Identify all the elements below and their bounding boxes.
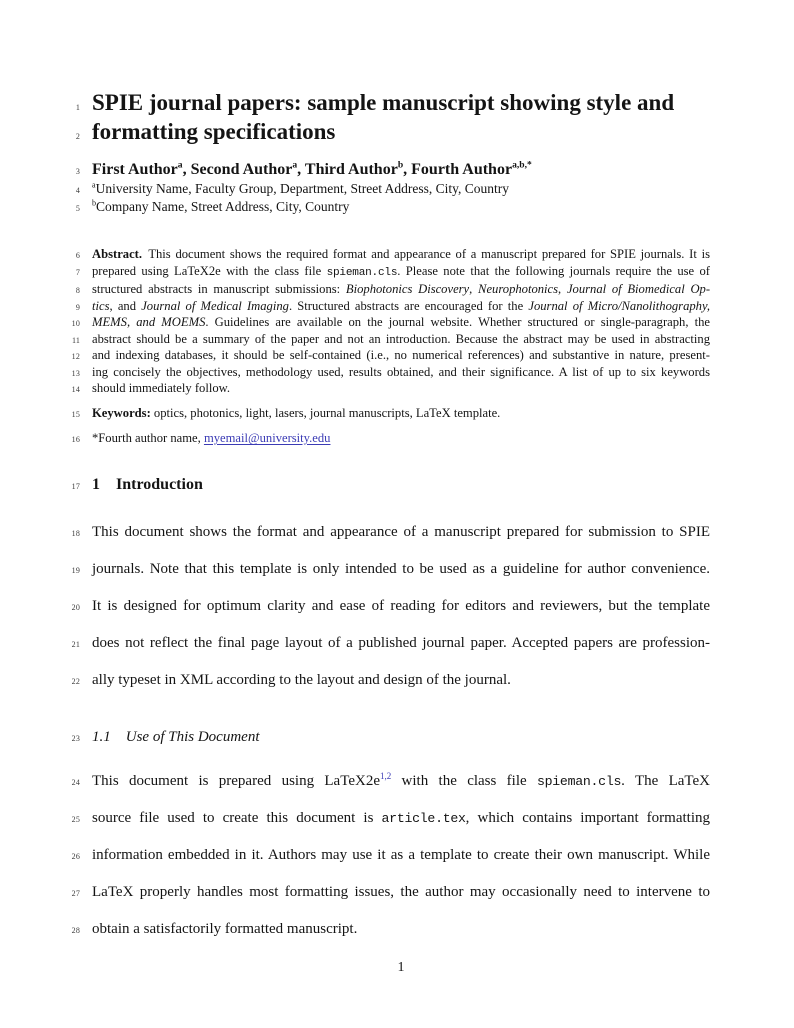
- page-footer: [0, 960, 794, 976]
- line-content: [92, 180, 710, 198]
- text-segment: . Please note that the following journals require the use of: [397, 263, 710, 278]
- line-number: 21: [71, 640, 80, 649]
- text-line: [0, 874, 794, 911]
- text-line: [0, 180, 794, 198]
- line-number: 10: [71, 319, 80, 328]
- line-number: 15: [71, 409, 80, 419]
- text-segment: ,: [297, 161, 305, 178]
- line-content: [92, 837, 710, 874]
- authors-line: [0, 160, 794, 180]
- text-segment: optics, photonics, light, lasers, journal manuscripts, LaTeX template.: [150, 405, 501, 420]
- line-number: 12: [71, 352, 80, 361]
- line-number: 4: [75, 186, 80, 195]
- line-content: [92, 263, 710, 282]
- line-content: [92, 298, 710, 315]
- text-segment: Neurophotonics: [478, 282, 559, 296]
- line-content: [92, 763, 710, 800]
- line-content: [92, 331, 710, 348]
- line-content: [92, 475, 710, 495]
- text-segment: This document shows the format and appearance of a manuscript prepared for submission to SPIE: [92, 524, 710, 540]
- line-number: 20: [71, 603, 80, 612]
- text-segment: a: [92, 180, 96, 190]
- introduction-paragraph: [0, 514, 794, 699]
- line-number: 14: [71, 385, 80, 394]
- line-content: [92, 246, 710, 263]
- text-segment: does not reflect the final page layout of a published journal paper. Accepted papers are profession-: [92, 635, 710, 651]
- line-content: [92, 874, 710, 911]
- text-segment: source file used to create this document is: [92, 810, 382, 826]
- line-number: 22: [71, 677, 80, 686]
- line-number: 1: [75, 103, 80, 112]
- line-number: 3: [75, 167, 80, 176]
- text-line: [0, 800, 794, 837]
- line-number: 2: [75, 132, 80, 141]
- line-content: [92, 727, 710, 747]
- text-line: [0, 911, 794, 948]
- text-segment: information embedded in it. Authors may use it as a template to create their own manuscript. While: [92, 847, 710, 863]
- text-segment: tics: [92, 298, 110, 313]
- text-segment: Fourth Author: [411, 161, 513, 178]
- text-line: [0, 763, 794, 800]
- line-content: [92, 800, 710, 837]
- abstract: [0, 246, 794, 397]
- text-segment: . Structured abstracts are encouraged for the: [288, 298, 529, 313]
- line-number: 11: [71, 335, 80, 345]
- line-content: [92, 430, 710, 447]
- text-line: [0, 405, 794, 422]
- line-content: [92, 198, 710, 216]
- line-number: 13: [71, 368, 80, 378]
- text-line: [0, 281, 794, 298]
- text-line: [0, 88, 794, 117]
- line-number: 16: [71, 435, 80, 444]
- line-number: 6: [75, 251, 80, 260]
- text-segment: b: [92, 198, 97, 208]
- text-segment: Third Author: [304, 161, 398, 178]
- text-line: [0, 314, 794, 331]
- text-segment: Second Author: [190, 161, 293, 178]
- use-of-document-paragraph: [0, 763, 794, 948]
- text-line: [0, 364, 794, 381]
- text-segment: a: [292, 159, 298, 171]
- text-segment: spieman.cls: [536, 774, 622, 789]
- text-line: [0, 662, 794, 699]
- text-segment: ,: [469, 282, 479, 296]
- line-number: 8: [75, 286, 80, 295]
- text-line: [0, 837, 794, 874]
- text-line: [0, 727, 794, 747]
- paper-title: [0, 88, 794, 146]
- line-number: 27: [71, 889, 80, 898]
- text-segment: SPIE journal papers: sample manuscript showing style and: [92, 90, 675, 115]
- text-segment: obtain a satisfactorily formatted manuscript.: [92, 921, 358, 937]
- line-content: [92, 88, 710, 117]
- text-segment: LaTeX properly handles most formatting issues, the author may occasionally need to intervene to: [92, 884, 710, 900]
- line-content: [92, 364, 710, 381]
- text-line: [0, 475, 794, 495]
- line-number: 5: [75, 204, 80, 213]
- line-content: [92, 160, 710, 180]
- affiliations: [0, 180, 794, 216]
- text-line: [0, 625, 794, 662]
- text-line: [0, 160, 794, 180]
- citation-link[interactable]: 1,2: [379, 771, 392, 781]
- line-content: [92, 625, 710, 662]
- text-segment: Journal of Medical Imaging: [141, 298, 289, 313]
- text-line: [0, 551, 794, 588]
- text-segment: Biophotonics Discovery: [345, 282, 470, 296]
- line-content: [92, 662, 710, 699]
- author-list: [0, 160, 794, 216]
- line-number: 25: [71, 815, 80, 824]
- text-segment: This document shows the required format and appearance of a manuscript prepared for SPIE journals. It is: [142, 247, 710, 261]
- text-segment: b: [397, 159, 404, 171]
- text-line: [0, 263, 794, 282]
- text-segment: and indexing databases, it should be self-contained (i.e., no numerical references) and substantive in nature, present-: [92, 348, 710, 362]
- text-line: [0, 246, 794, 263]
- text-segment: Journal of Biomedical Op-: [566, 282, 711, 296]
- line-number: 18: [71, 529, 80, 538]
- text-line: [0, 117, 794, 146]
- text-segment: ,: [558, 282, 567, 296]
- text-line: [0, 198, 794, 216]
- keywords: [0, 405, 794, 422]
- text-line: [0, 380, 794, 397]
- line-content: [92, 281, 710, 298]
- text-line: [0, 514, 794, 551]
- text-segment: Journal of Micro/Nanolithography,: [528, 298, 711, 313]
- text-segment: It is designed for optimum clarity and ease of reading for editors and reviewers, but the template: [92, 598, 710, 614]
- page-number: 1: [397, 960, 405, 975]
- text-segment: spieman.cls: [326, 266, 398, 279]
- line-number: 19: [71, 566, 80, 575]
- line-number: 23: [71, 734, 80, 743]
- line-content: [92, 588, 710, 625]
- text-line: [0, 347, 794, 364]
- text-segment: , and: [109, 298, 142, 313]
- line-number: 26: [71, 852, 80, 861]
- text-segment: Abstract.: [92, 247, 143, 261]
- text-segment: abstract should be a summary of the paper and not an introduction. Because the abstract may be used in abstracting: [92, 331, 710, 346]
- text-segment: Keywords:: [92, 405, 151, 420]
- text-segment: Company Name, Street Address, City, Country: [96, 199, 350, 214]
- text-segment: ,: [182, 161, 191, 178]
- line-content: [92, 514, 710, 551]
- subsection-heading-use-of-this-document: [0, 727, 794, 747]
- line-number: 28: [71, 926, 80, 935]
- text-segment: journals. Note that this template is only intended to be used as a guideline for author convenience.: [92, 561, 710, 577]
- text-segment: *Fourth author name,: [92, 431, 204, 445]
- text-segment: 1 Introduction: [92, 476, 203, 493]
- text-segment: 1.1 Use of This Document: [92, 729, 260, 745]
- text-line: [0, 331, 794, 348]
- text-segment: ally typeset in XML according to the layout and design of the journal.: [92, 672, 511, 688]
- line-content: [92, 347, 710, 364]
- text-segment: , which contains important formatting: [465, 810, 710, 826]
- text-segment: article.tex: [381, 811, 466, 826]
- line-number: 24: [71, 778, 80, 787]
- line-content: [92, 911, 710, 948]
- text-line: [0, 588, 794, 625]
- text-segment: prepared using LaTeX2e with the class file: [92, 263, 327, 278]
- line-content: [92, 314, 710, 331]
- text-segment: a,b,*: [512, 159, 532, 171]
- author-note: [0, 430, 794, 447]
- text-segment: University Name, Faculty Group, Department, Street Address, City, Country: [95, 181, 510, 196]
- text-line: [0, 298, 794, 315]
- text-segment: This document is prepared using LaTeX2e: [92, 773, 380, 789]
- email-link[interactable]: myemail@university.edu: [203, 431, 331, 445]
- text-segment: ing concisely the objectives, methodology used, results obtained, and their significance. A list of up to six keywords: [92, 364, 710, 379]
- text-segment: ,: [403, 161, 412, 178]
- line-number: 17: [71, 482, 80, 491]
- text-segment: structured abstracts in manuscript submissions:: [92, 282, 346, 296]
- text-line: [0, 430, 794, 447]
- line-number: 7: [75, 267, 80, 277]
- text-segment: with the class file: [391, 773, 537, 789]
- text-segment: . Guidelines are available on the journal website. Whether structured or single-paragraph, the: [205, 315, 711, 329]
- line-content: [92, 405, 710, 422]
- text-segment: a: [177, 159, 183, 171]
- line-number: 9: [75, 302, 80, 312]
- line-content: [92, 380, 710, 397]
- section-heading-introduction: [0, 475, 794, 495]
- line-content: [92, 551, 710, 588]
- text-segment: formatting specifications: [92, 119, 336, 144]
- line-content: [92, 117, 710, 146]
- text-segment: . The LaTeX: [621, 773, 711, 789]
- text-segment: First Author: [92, 161, 178, 178]
- text-segment: MEMS, and MOEMS: [92, 315, 206, 329]
- text-segment: should immediately follow.: [92, 381, 231, 395]
